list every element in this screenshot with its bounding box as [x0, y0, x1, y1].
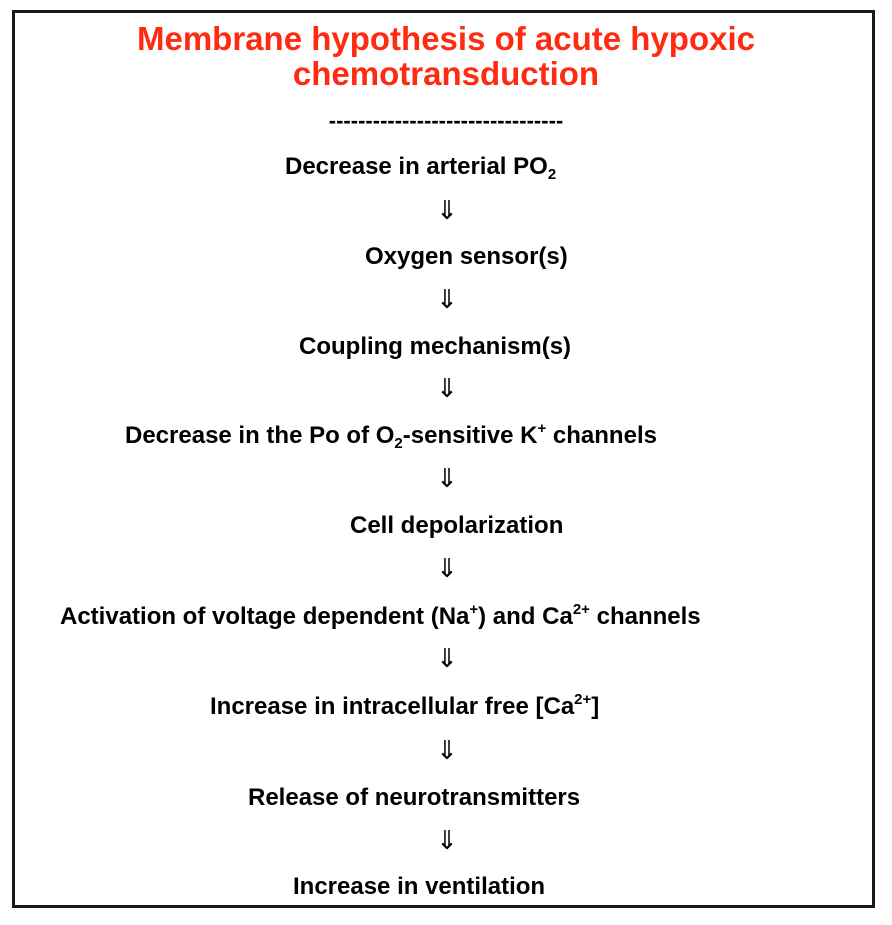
step-increase-ventilation: Increase in ventilation	[293, 873, 546, 900]
step-activation-channels	[60, 602, 701, 632]
step-coupling-mechanisms: Coupling mechanism(s)	[299, 333, 572, 360]
step-text: ]	[591, 693, 600, 720]
subscript: 2	[547, 166, 557, 183]
down-arrow-icon: ⇓	[436, 825, 458, 855]
superscript: +	[537, 420, 547, 437]
subscript: 2	[394, 435, 403, 452]
step-text: channels	[589, 603, 701, 630]
title-separator: --------------------------------	[328, 108, 564, 133]
step-text: Decrease in arterial PO	[285, 153, 548, 180]
step-text: Activation of voltage dependent (Na	[60, 603, 470, 630]
title-line-1: Membrane hypothesis of acute hypoxic	[137, 20, 755, 57]
step-increase-intracellular-ca	[210, 692, 599, 722]
step-cell-depolarization: Cell depolarization	[350, 512, 564, 539]
step-text: Decrease in the Po of O	[125, 422, 395, 449]
superscript: 2+	[572, 601, 590, 618]
down-arrow-icon: ⇓	[436, 553, 458, 583]
diagram-frame	[12, 10, 875, 908]
step-decrease-arterial-po2	[285, 152, 556, 182]
down-arrow-icon: ⇓	[436, 195, 458, 225]
superscript: 2+	[574, 691, 592, 708]
down-arrow-icon: ⇓	[436, 284, 458, 314]
step-text: ) and Ca	[478, 603, 573, 630]
step-text: -sensitive K	[402, 422, 538, 449]
down-arrow-icon: ⇓	[436, 643, 458, 673]
step-oxygen-sensors: Oxygen sensor(s)	[365, 243, 568, 270]
step-text: Increase in intracellular free [Ca	[210, 693, 575, 720]
down-arrow-icon: ⇓	[436, 373, 458, 403]
step-release-neurotransmitters: Release of neurotransmitters	[248, 784, 581, 811]
down-arrow-icon: ⇓	[436, 463, 458, 493]
title-line-2: chemotransduction	[292, 55, 600, 92]
step-decrease-po-k-channels	[125, 421, 657, 451]
down-arrow-icon: ⇓	[436, 735, 458, 765]
step-text: channels	[546, 422, 657, 449]
superscript: +	[469, 601, 479, 618]
